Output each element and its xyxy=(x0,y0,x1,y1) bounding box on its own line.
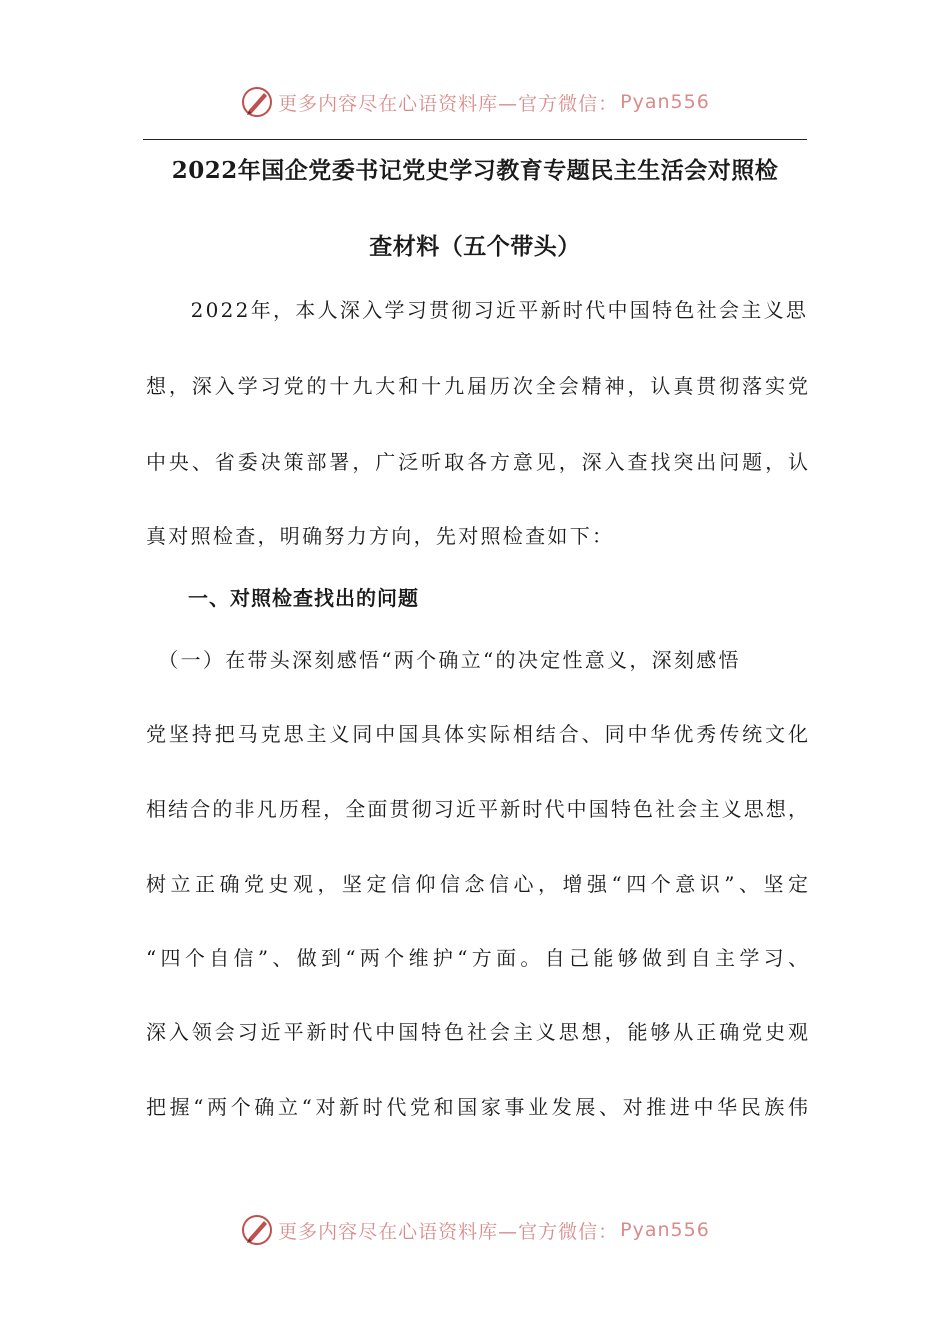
document-title-line-1: 2022年国企党委书记党史学习教育专题民主生活会对照检 xyxy=(171,157,779,184)
body-line: 中央、省委决策部署，广泛听取各方意见，深入查找突出问题，认 xyxy=(146,450,808,474)
document-title-line-2: 查材料（五个带头） xyxy=(369,233,581,260)
watermark-wechat-id: Pyan556 xyxy=(620,1219,710,1241)
body-line: “四个自信”、做到“两个维护“方面。自己能够做到自主学习、 xyxy=(146,946,808,970)
body-line: 2022年，本人深入学习贯彻习近平新时代中国特色社会主义思 xyxy=(146,298,809,322)
body-line: 把握“两个确立“对新时代党和国家事业发展、对推进中华民族伟 xyxy=(146,1095,808,1119)
pen-logo-icon xyxy=(240,1213,274,1247)
body-line: （一）在带头深刻感悟“两个确立“的决定性意义，深刻感悟 xyxy=(146,648,741,672)
body-line: 真对照检查，明确努力方向，先对照检查如下： xyxy=(146,524,615,548)
watermark-text: 更多内容尽在心语资料库—官方微信： xyxy=(278,92,619,115)
header-divider xyxy=(143,139,807,140)
body-line: 树立正确党史观，坚定信仰信念信心，增强“四个意识”、坚定 xyxy=(146,872,808,896)
body-line: 相结合的非凡历程，全面贯彻习近平新时代中国特色社会主义思想， xyxy=(146,797,808,821)
watermark-wechat-id: Pyan556 xyxy=(620,91,710,113)
section-heading: 一、对照检查找出的问题 xyxy=(146,586,419,610)
watermark-text: 更多内容尽在心语资料库—官方微信： xyxy=(278,1220,619,1243)
pen-logo-icon xyxy=(240,85,274,119)
body-line: 党坚持把马克思主义同中国具体实际相结合、同中华优秀传统文化 xyxy=(146,722,808,746)
body-line: 深入领会习近平新时代中国特色社会主义思想，能够从正确党史观 xyxy=(146,1020,808,1044)
body-line: 想，深入学习党的十九大和十九届历次全会精神，认真贯彻落实党 xyxy=(146,374,808,398)
footer-watermark xyxy=(0,1210,950,1250)
header-watermark xyxy=(0,82,950,122)
